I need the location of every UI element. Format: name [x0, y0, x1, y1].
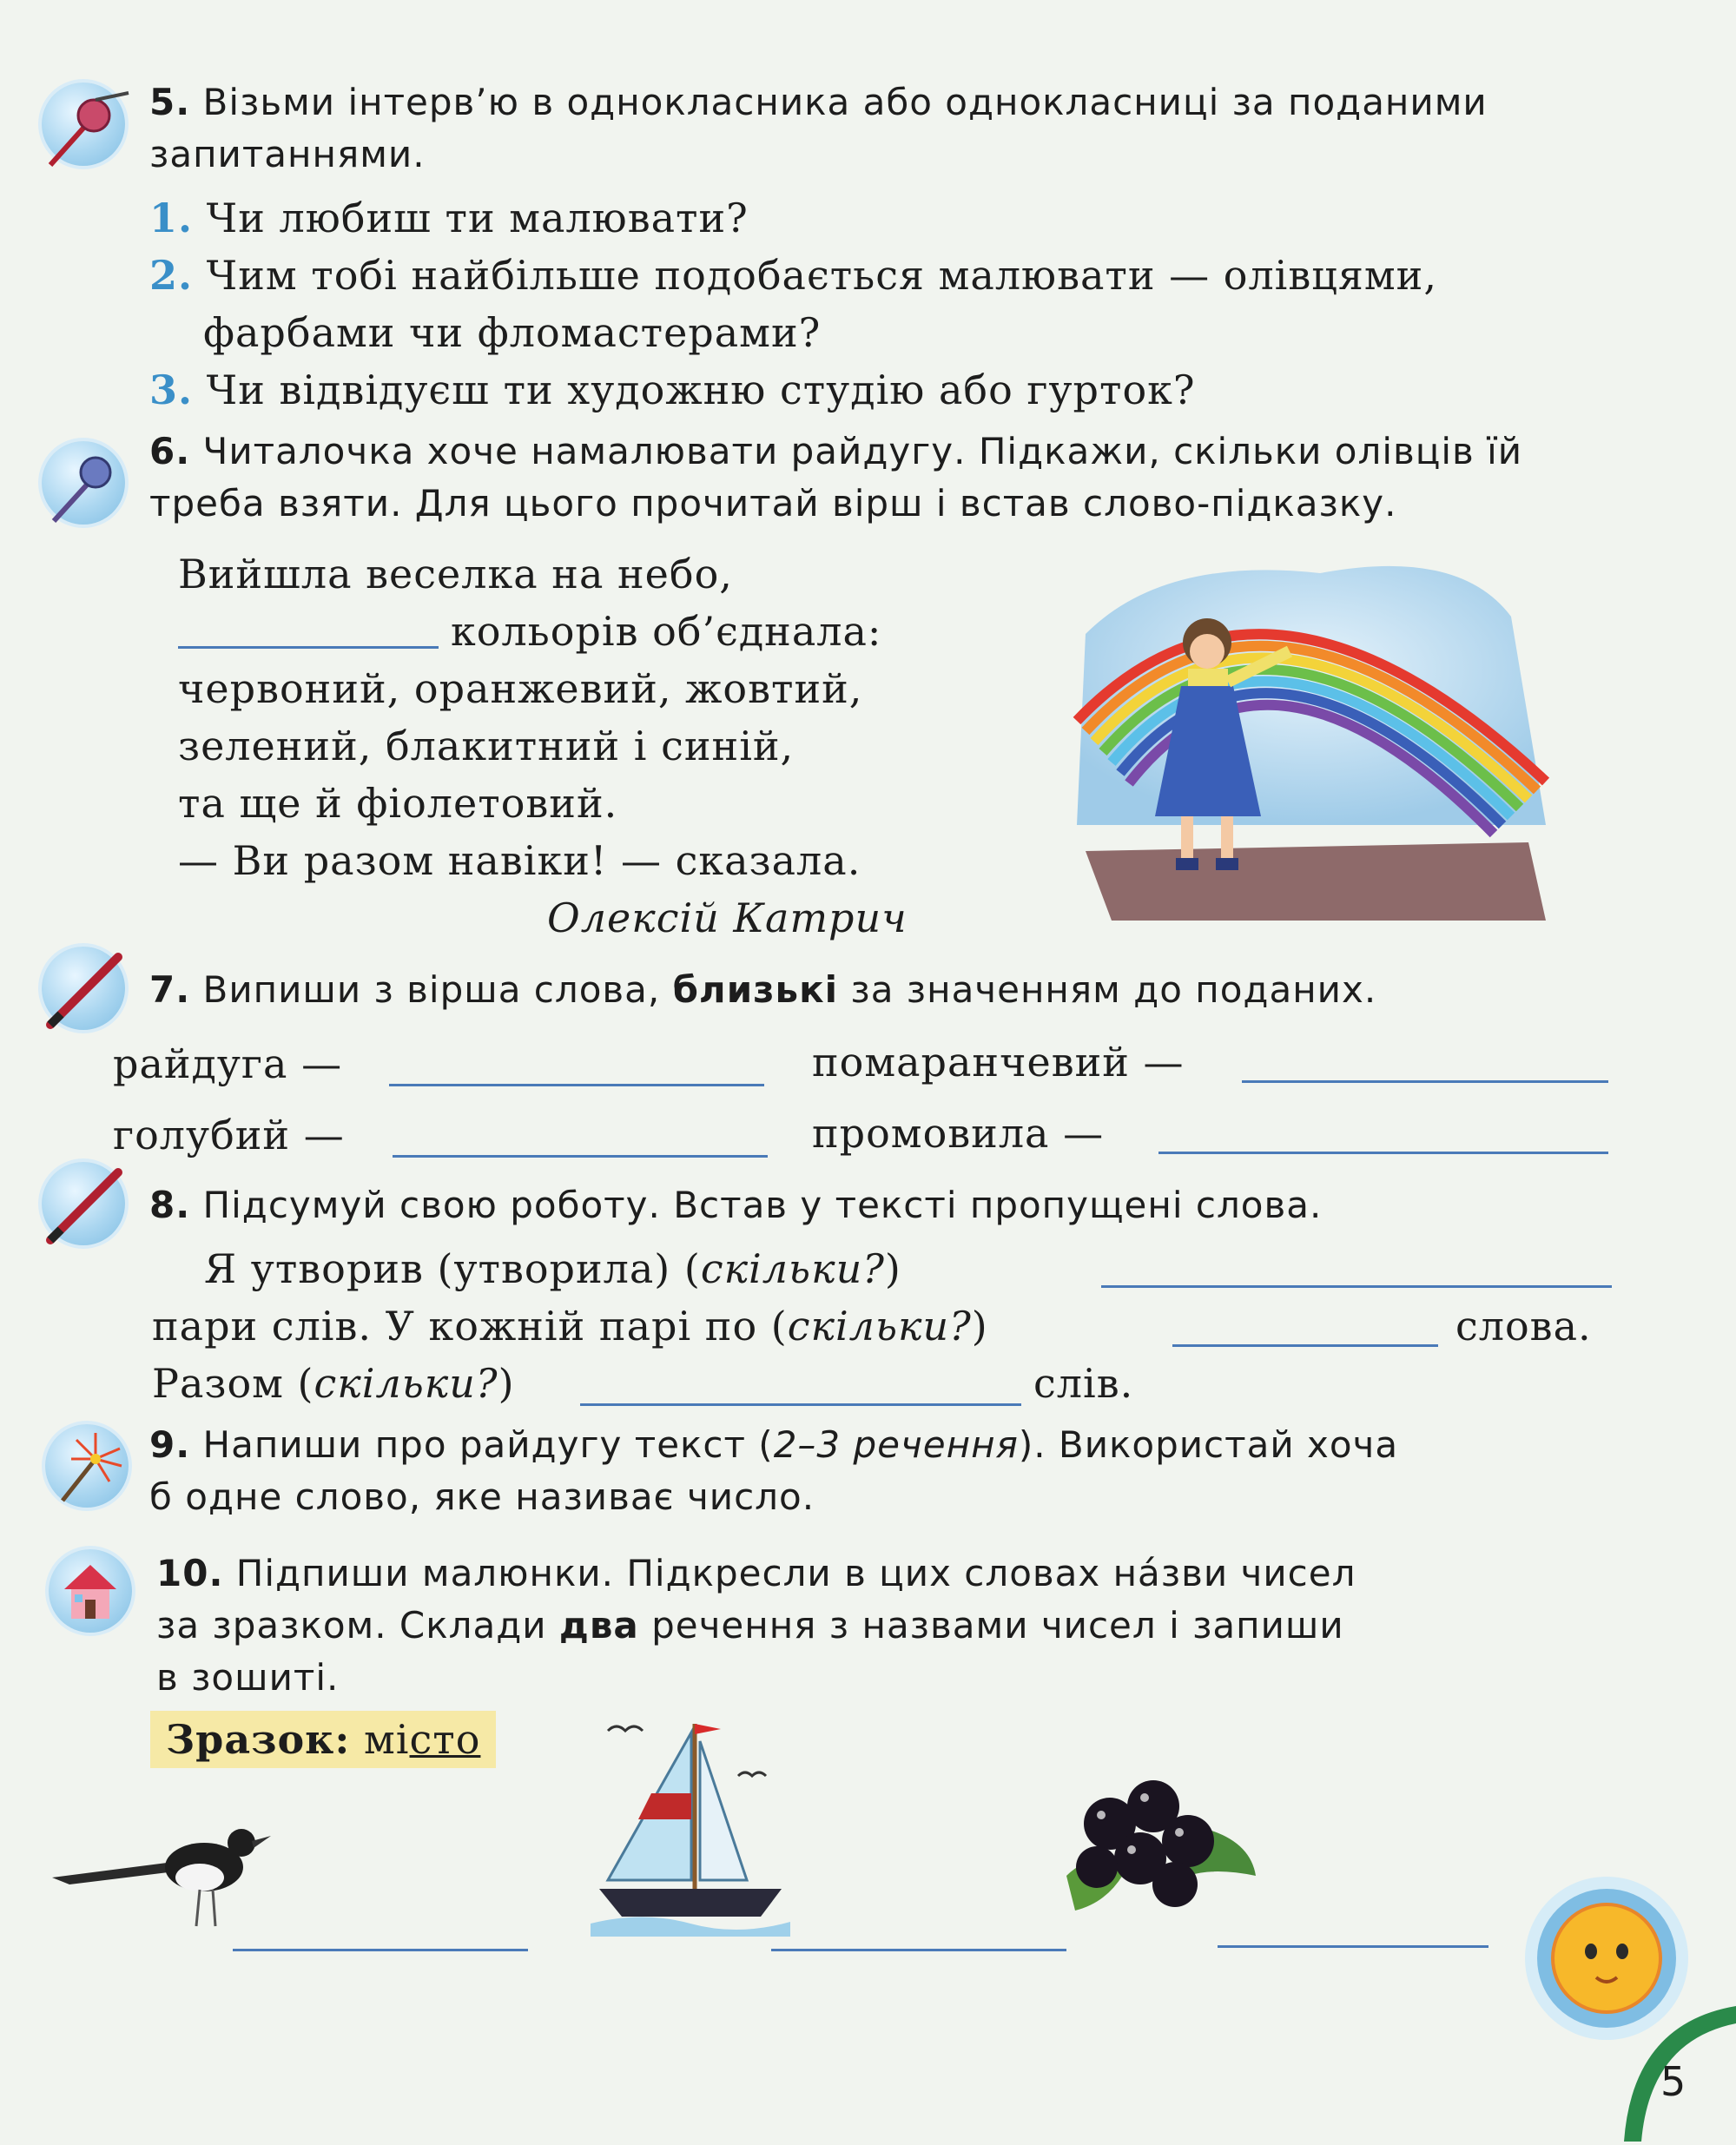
poem-blank[interactable]: [178, 611, 439, 649]
word-pomaranchevyi: помаранчевий —: [812, 1039, 1185, 1086]
task5-questions: [149, 189, 1608, 419]
poem-line: кольорів об’єднала:: [178, 603, 1046, 660]
sample-box: Зразок: місто: [150, 1711, 496, 1768]
answer-line[interactable]: [1172, 1344, 1438, 1347]
answer-line[interactable]: [393, 1155, 768, 1158]
question-3: 3. Чи відвідуєш ти художню студію або гурток?: [149, 366, 1196, 413]
poem-line: червоний, оранжевий, жовтий,: [178, 665, 863, 712]
task6-instruction: 6. Читалочка хоче намалювати райдугу. Підкажи, скільки олівців їй треба взяти. Для цього прочитай вірш і встав слово-підказку.: [149, 430, 1523, 525]
house-icon: [49, 1549, 132, 1633]
microphone-icon: [42, 441, 125, 525]
page-number: 5: [1660, 2058, 1686, 2105]
picture-answer-line[interactable]: [771, 1949, 1066, 1951]
magpie-picture: [52, 1798, 278, 1937]
task5-number: 5.: [149, 81, 191, 123]
sample-word: місто: [364, 1716, 481, 1763]
sparkler-icon: [45, 1424, 129, 1508]
task8-line-3-end: слів.: [1033, 1360, 1134, 1407]
answer-line[interactable]: [1158, 1152, 1608, 1154]
rainbow-girl-illustration: [1059, 538, 1563, 929]
sailboat-picture: [591, 1715, 790, 1937]
word-promovyla: промовила —: [812, 1110, 1105, 1157]
question-2: 2. Чим тобі найбільше подобається малювати — олівцями,: [149, 252, 1437, 299]
question-2-cont: фарбами чи фломастерами?: [203, 309, 822, 356]
task8-instruction: 8. Підсумуй свою роботу. Встав у тексті пропущені слова.: [149, 1184, 1323, 1226]
answer-line[interactable]: [580, 1403, 1021, 1406]
answer-line[interactable]: [1101, 1285, 1612, 1288]
task8-line-2: пари слів. У кожній парі по (скільки?): [152, 1303, 988, 1350]
task8-line-3: Разом (скільки?): [152, 1360, 515, 1407]
picture-answer-line[interactable]: [1218, 1945, 1488, 1948]
task10-instruction: 10. Підпиши малюнки. Підкресли в цих словах нáзви чисел за зразком. Склади два речення з назвами чисел і запиши в зошиті.: [156, 1552, 1356, 1699]
poem-line: Вийшла веселка на небо,: [178, 551, 733, 597]
task9-instruction: 9. Напиши про райдугу текст (2–3 речення). Використай хоча б одне слово, яке називає число.: [149, 1423, 1399, 1518]
picture-answer-line[interactable]: [233, 1949, 528, 1951]
answer-line[interactable]: [389, 1084, 764, 1086]
microphone-icon: [42, 82, 125, 166]
task6-number: 6.: [149, 430, 191, 472]
poem-line: та ще й фіолетовий.: [178, 780, 618, 827]
task5-text-2: запитаннями.: [149, 133, 426, 175]
blackcurrant-picture: [1058, 1772, 1257, 1919]
task7-instruction: 7. Випиши з вірша слова, близькі за значенням до поданих.: [149, 968, 1377, 1011]
poem-author: Олексій Катрич: [547, 894, 908, 941]
task5-text: Візьми інтерв’ю в однокласника або однокласниці за поданими: [202, 81, 1488, 123]
pen-icon: [42, 947, 125, 1030]
answer-line[interactable]: [1242, 1080, 1608, 1083]
poem-line: — Ви разом навіки! — сказала.: [178, 837, 861, 884]
pen-icon: [42, 1162, 125, 1245]
task8-line-1: Я утворив (утворила) (скільки?): [204, 1245, 901, 1292]
poem-line: зелений, блакитний і синій,: [178, 723, 795, 769]
poem: [178, 545, 1046, 889]
word-holubyi: голубий —: [113, 1112, 345, 1158]
task8-line-2-end: слова.: [1455, 1303, 1592, 1350]
task5-instruction: [149, 76, 1608, 181]
word-raiduha: райдуга —: [113, 1040, 343, 1087]
question-1: 1. Чи любиш ти малювати?: [149, 195, 749, 241]
